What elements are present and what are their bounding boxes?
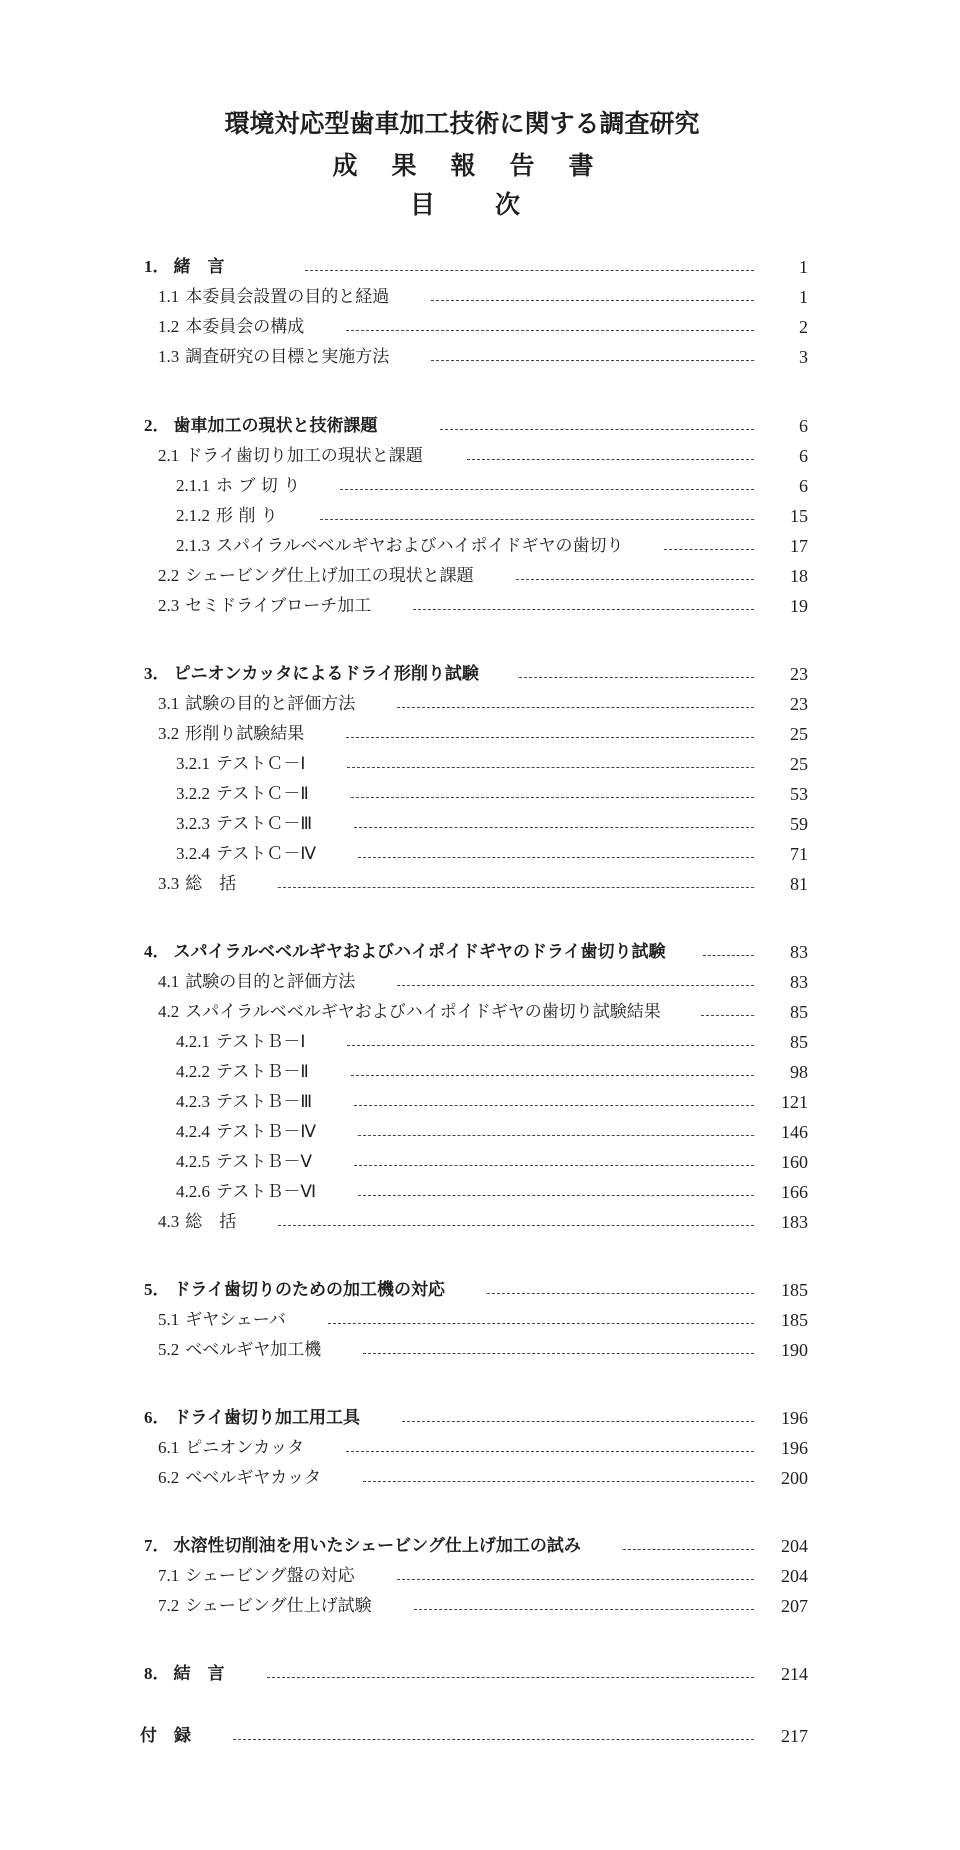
toc-entry-title: セミドライブローチ加工: [185, 596, 372, 616]
toc-entry-label: [158, 285, 431, 309]
toc-chapter-row: [144, 936, 808, 964]
toc-entry-page: 98: [790, 1062, 808, 1082]
toc-section-row: [158, 996, 808, 1024]
toc-entry-page: 6: [799, 476, 808, 496]
toc-entry-number: 3.2.4: [176, 844, 210, 863]
toc-entry-label: [140, 1724, 233, 1748]
toc-leader-dashes: [328, 1323, 754, 1324]
toc-entry-label: [144, 940, 703, 964]
toc-entry-label: [144, 1406, 402, 1430]
toc-entry-page: 25: [790, 754, 808, 774]
toc-entry-label: [176, 752, 347, 776]
toc-entry-number: 6.1: [158, 1438, 180, 1457]
toc-entry-title: スパイラルベベルギヤおよびハイポイドギヤのドライ歯切り試験: [173, 942, 666, 962]
toc-entry-page: 1: [799, 257, 808, 277]
toc-subsection-row: [176, 1146, 808, 1174]
toc-leader-dashes: [703, 955, 754, 956]
toc-subsection-row: [176, 500, 808, 528]
toc-leader-dashes: [346, 1451, 754, 1452]
toc-entry-title: テストＢ－Ⅳ: [216, 1122, 317, 1142]
toc-section-row: [158, 1590, 808, 1618]
toc-leader-dashes: [346, 737, 754, 738]
toc-leader-dashes: [431, 300, 754, 301]
toc-entry-label: [158, 594, 413, 618]
toc-heading: 目次: [409, 190, 580, 219]
toc-entry-number: 4.2.1: [176, 1032, 210, 1051]
toc-leader-dashes: [351, 797, 754, 798]
toc-entry-page: 6: [799, 416, 808, 436]
toc-leader-dashes: [363, 1353, 754, 1354]
toc-entry-label: [158, 1564, 397, 1588]
toc-entry-title: テストＢ－Ⅰ: [216, 1032, 306, 1052]
toc-entry-title: シェービング仕上げ加工の現状と課題: [185, 566, 474, 586]
toc-entry-label: [176, 812, 354, 836]
toc-entry-label: [144, 1534, 623, 1558]
toc-entry-number: 1.1: [158, 287, 180, 306]
toc-entry-page: 121: [781, 1092, 808, 1112]
toc-section-row: [158, 1432, 808, 1460]
toc-chapter-row: [140, 1720, 808, 1748]
toc-leader-dashes: [358, 857, 754, 858]
toc-section-row: [158, 281, 808, 309]
toc-entry-page: 25: [790, 724, 808, 744]
toc-leader-dashes: [358, 1135, 754, 1136]
toc-chapter-row: [144, 1658, 808, 1686]
toc-entry-number: 4.2.3: [176, 1092, 210, 1111]
toc-subsection-row: [176, 1086, 808, 1114]
toc-entry-number: 4.2.2: [176, 1062, 210, 1081]
toc-entry-label: [176, 504, 320, 528]
toc-entry-title: ドライ歯切りのための加工機の対応: [173, 1280, 445, 1300]
toc-subsection-row: [176, 808, 808, 836]
toc-entry-title: テストＣ－Ⅳ: [216, 844, 317, 864]
toc-entry-label: [176, 1120, 358, 1144]
toc-entry-title: テストＢ－Ⅱ: [216, 1062, 309, 1082]
toc-entry-number: 3.3: [158, 874, 180, 893]
toc-section-row: [158, 590, 808, 618]
toc-entry-number: 3.2.2: [176, 784, 210, 803]
toc-entry-number: 1.3: [158, 347, 180, 366]
toc-chapter-row: [144, 251, 808, 279]
toc-chapter-row: [144, 1402, 808, 1430]
toc-leader-dashes: [267, 1677, 755, 1678]
toc-leader-dashes: [467, 459, 754, 460]
toc-entry-label: [158, 692, 397, 716]
toc-entry-page: 15: [790, 506, 808, 526]
toc-leader-dashes: [414, 1609, 754, 1610]
toc-entry-title: 形削り試験結果: [185, 724, 305, 744]
toc-entry-number: 5．: [144, 1280, 170, 1299]
toc-entry-page: 166: [781, 1182, 808, 1202]
toc-leader-dashes: [397, 985, 754, 986]
toc-leader-dashes: [354, 1165, 754, 1166]
toc-section-row: [158, 868, 808, 896]
document-subtitle: 成果報告書: [332, 151, 628, 180]
toc-entry-page: 160: [781, 1152, 808, 1172]
toc-entry-page: 190: [781, 1340, 808, 1360]
toc-entry-title: 試験の目的と評価方法: [185, 972, 356, 992]
toc-leader-dashes: [346, 330, 754, 331]
toc-entry-title: テストＢ－Ⅵ: [216, 1182, 316, 1202]
toc-leader-dashes: [305, 270, 755, 271]
toc-section-row: [158, 1206, 808, 1234]
toc-entry-page: 2: [799, 317, 808, 337]
toc-entry-page: 146: [781, 1122, 808, 1142]
toc-entry-title: 試験の目的と評価方法: [185, 694, 356, 714]
toc-section-row: [158, 1560, 808, 1588]
toc-leader-dashes: [351, 1075, 754, 1076]
toc-entry-title: ホ ブ 切 り: [216, 476, 301, 496]
toc-entry-title: ベベルギヤ加工機: [185, 1340, 322, 1360]
toc-subsection-row: [176, 530, 808, 558]
toc-leader-dashes: [363, 1481, 754, 1482]
toc-section-row: [158, 311, 808, 339]
toc-subsection-row: [176, 1026, 808, 1054]
toc-entry-title: ドライ歯切り加工の現状と課題: [185, 446, 423, 466]
toc-subsection-row: [176, 1056, 808, 1084]
toc-entry-page: 185: [781, 1310, 808, 1330]
toc-entry-number: 4．: [144, 942, 170, 961]
toc-entry-title: 緒 言: [173, 257, 225, 277]
toc-leader-dashes: [487, 1293, 754, 1294]
toc-entry-page: 196: [781, 1438, 808, 1458]
toc-entry-number: 2.2: [158, 566, 180, 585]
toc-entry-title: 形 削 り: [216, 506, 278, 526]
toc-entry-title: 本委員会の構成: [185, 317, 305, 337]
toc-entry-label: [158, 1436, 346, 1460]
toc-entry-label: [144, 1662, 267, 1686]
toc-entry-number: 3．: [144, 664, 170, 683]
toc-entry-page: 71: [790, 844, 808, 864]
toc-entry-page: 204: [781, 1536, 808, 1556]
toc-entry-page: 200: [781, 1468, 808, 1488]
toc-entry-label: [144, 1278, 487, 1302]
toc-entry-title: テストＢ－Ⅲ: [216, 1092, 313, 1112]
toc-subsection-row: [176, 778, 808, 806]
toc-entry-number: 8．: [144, 1664, 170, 1683]
toc-leader-dashes: [233, 1739, 754, 1740]
toc-entry-number: 4.2.5: [176, 1152, 210, 1171]
toc-chapter-row: [144, 410, 808, 438]
toc-entry-page: 53: [790, 784, 808, 804]
toc-entry-label: [158, 1338, 363, 1362]
toc-leader-dashes: [402, 1421, 754, 1422]
toc-entry-number: 6．: [144, 1408, 170, 1427]
toc-entry-label: [176, 474, 340, 498]
toc-entry-label: [176, 1030, 347, 1054]
toc-section-row: [158, 341, 808, 369]
toc-entry-title: ギヤシェーバ: [185, 1310, 286, 1330]
toc-entry-label: [158, 1308, 328, 1332]
toc-entry-title: 調査研究の目標と実施方法: [185, 347, 390, 367]
toc-entry-number: 1．: [144, 257, 170, 276]
toc-entry-label: [158, 1466, 363, 1490]
toc-entry-label: [176, 1180, 358, 1204]
toc-chapter-row: [144, 658, 808, 686]
toc-section-row: [158, 440, 808, 468]
toc-entry-label: [158, 564, 516, 588]
toc-section-row: [158, 718, 808, 746]
toc-entry-page: 81: [790, 874, 808, 894]
toc-entry-page: 83: [790, 972, 808, 992]
toc-entry-title: テストＢ－Ⅴ: [216, 1152, 312, 1172]
toc-entry-title: 付 録: [140, 1726, 191, 1746]
toc-entry-page: 23: [790, 664, 808, 684]
toc-entry-number: 2．: [144, 416, 170, 435]
toc-entry-page: 217: [781, 1726, 808, 1746]
toc-entry-label: [158, 970, 397, 994]
toc-entry-title: スパイラルベベルギヤおよびハイポイドギヤの歯切り試験結果: [185, 1002, 661, 1022]
toc-chapter-row: [144, 1274, 808, 1302]
toc-leader-dashes: [701, 1015, 754, 1016]
toc-entry-label: [158, 1210, 278, 1234]
toc-entry-title: ピニオンカッタによるドライ形削り試験: [173, 664, 479, 684]
toc-entry-page: 19: [790, 596, 808, 616]
toc-entry-title: ピニオンカッタ: [185, 1438, 305, 1458]
document-title: 環境対応型歯車加工技術に関する調査研究: [224, 109, 700, 138]
toc-entry-page: 207: [781, 1596, 808, 1616]
toc-entry-title: テストＣ－Ⅲ: [216, 814, 313, 834]
toc-entry-number: 5.1: [158, 1310, 180, 1329]
toc-entry-number: 4.2: [158, 1002, 180, 1021]
toc-entry-number: 4.2.6: [176, 1182, 210, 1201]
toc-entry-title: 総 括: [185, 874, 237, 894]
toc-leader-dashes: [397, 1579, 754, 1580]
toc-entry-page: 6: [799, 446, 808, 466]
toc-subsection-row: [176, 1176, 808, 1204]
toc-subsection-row: [176, 838, 808, 866]
toc-entry-label: [144, 414, 440, 438]
toc-entry-number: 4.3: [158, 1212, 180, 1231]
toc-entry-page: 204: [781, 1566, 808, 1586]
toc-leader-dashes: [354, 1105, 754, 1106]
toc-section-row: [158, 560, 808, 588]
toc-leader-dashes: [519, 677, 754, 678]
toc-section-row: [158, 966, 808, 994]
toc-leader-dashes: [440, 429, 755, 430]
toc-entry-number: 4.2.4: [176, 1122, 210, 1141]
toc-leader-dashes: [664, 549, 755, 550]
toc-section-row: [158, 688, 808, 716]
toc-entry-page: 196: [781, 1408, 808, 1428]
toc-entry-page: 85: [790, 1032, 808, 1052]
toc-entry-label: [176, 842, 358, 866]
toc-entry-page: 1: [799, 287, 808, 307]
toc-entry-number: 2.1.2: [176, 506, 210, 525]
toc-entry-title: ベベルギヤカッタ: [185, 1468, 322, 1488]
toc-chapter-row: [144, 1530, 808, 1558]
toc-entry-number: 7.2: [158, 1596, 180, 1615]
toc-leader-dashes: [354, 827, 754, 828]
toc-entry-label: [158, 1000, 701, 1024]
toc-entry-page: 185: [781, 1280, 808, 1300]
toc-section-row: [158, 1334, 808, 1362]
toc-entry-title: ドライ歯切り加工用工具: [173, 1408, 360, 1428]
toc-leader-dashes: [358, 1195, 754, 1196]
toc-entry-number: 3.1: [158, 694, 180, 713]
toc-entry-page: 59: [790, 814, 808, 834]
toc-section-row: [158, 1462, 808, 1490]
toc-entry-label: [158, 722, 346, 746]
toc-entry-number: 4.1: [158, 972, 180, 991]
toc-entry-number: 3.2.3: [176, 814, 210, 833]
toc-entry-page: 83: [790, 942, 808, 962]
toc-entry-page: 18: [790, 566, 808, 586]
toc-entry-page: 183: [781, 1212, 808, 1232]
toc-entry-title: 結 言: [173, 1664, 225, 1684]
toc-leader-dashes: [320, 519, 754, 520]
toc-entry-page: 23: [790, 694, 808, 714]
toc-entry-number: 1.2: [158, 317, 180, 336]
toc-entry-number: 2.3: [158, 596, 180, 615]
toc-subsection-row: [176, 748, 808, 776]
toc-entry-title: テストＣ－Ⅱ: [216, 784, 309, 804]
toc-entry-number: 6.2: [158, 1468, 180, 1487]
toc-leader-dashes: [623, 1549, 754, 1550]
toc-leader-dashes: [413, 609, 754, 610]
toc-subsection-row: [176, 1116, 808, 1144]
toc-entry-page: 85: [790, 1002, 808, 1022]
toc-entry-title: 水溶性切削油を用いたシェービング仕上げ加工の試み: [173, 1536, 581, 1556]
toc-entry-title: スパイラルベベルギヤおよびハイポイドギヤの歯切り: [216, 536, 624, 556]
toc-entry-title: シェービング盤の対応: [185, 1566, 355, 1586]
toc-leader-dashes: [347, 767, 754, 768]
toc-entry-label: [176, 782, 351, 806]
toc-entry-label: [158, 1594, 414, 1618]
toc-leader-dashes: [397, 707, 754, 708]
toc-entry-number: 5.2: [158, 1340, 180, 1359]
toc-entry-number: 2.1: [158, 446, 180, 465]
toc-entry-number: 3.2.1: [176, 754, 210, 773]
toc-leader-dashes: [516, 579, 754, 580]
toc-entry-number: 7．: [144, 1536, 170, 1555]
toc-leader-dashes: [278, 887, 754, 888]
toc-entry-title: シェービング仕上げ試験: [185, 1596, 372, 1616]
toc-section-row: [158, 1304, 808, 1332]
toc-entry-page: 3: [799, 347, 808, 367]
toc-leader-dashes: [340, 489, 754, 490]
toc-entry-label: [158, 315, 346, 339]
toc-entry-number: 2.1.1: [176, 476, 210, 495]
toc-entry-label: [176, 1060, 351, 1084]
toc-entry-label: [158, 444, 467, 468]
toc-entry-number: 2.1.3: [176, 536, 210, 555]
toc-leader-dashes: [278, 1225, 754, 1226]
toc-entry-title: 本委員会設置の目的と経過: [185, 287, 390, 307]
toc-entry-label: [158, 872, 278, 896]
toc-leader-dashes: [347, 1045, 754, 1046]
toc-entry-label: [144, 255, 305, 279]
toc-entry-label: [176, 1090, 354, 1114]
toc-entry-label: [176, 1150, 354, 1174]
toc-entry-label: [144, 662, 519, 686]
toc-entry-number: 7.1: [158, 1566, 180, 1585]
toc-entry-page: 214: [781, 1664, 808, 1684]
toc-subsection-row: [176, 470, 808, 498]
toc-entry-title: テストＣ－Ⅰ: [216, 754, 306, 774]
toc-entry-title: 総 括: [185, 1212, 237, 1232]
toc-leader-dashes: [431, 360, 754, 361]
toc-entry-label: [158, 345, 431, 369]
toc-entry-label: [176, 534, 664, 558]
toc-entry-number: 3.2: [158, 724, 180, 743]
toc-entry-page: 17: [790, 536, 808, 556]
toc-entry-title: 歯車加工の現状と技術課題: [173, 416, 378, 436]
